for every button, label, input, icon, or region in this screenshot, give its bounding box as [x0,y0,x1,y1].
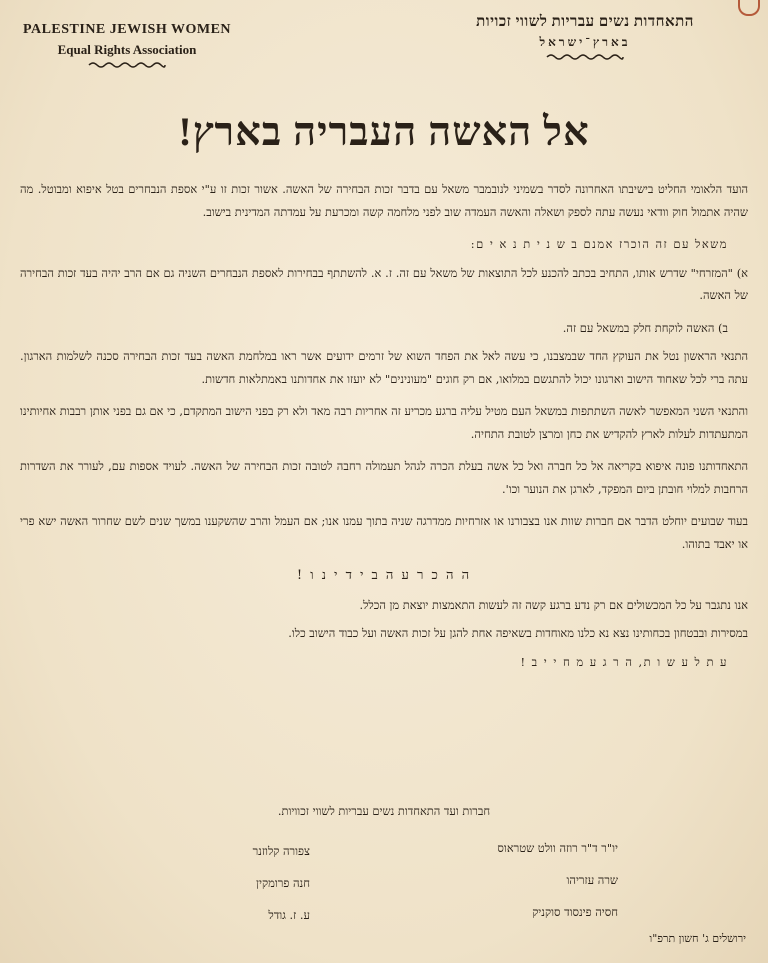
signature-name: יו"ר ד"ר רוזה וולט שטראוס [497,841,618,855]
signatures-heading: חברות ועד התאחדות נשים עבריות לשווי זכוויות. [277,804,491,818]
document-body [20,178,748,683]
signature-name: שרה עזריהו [566,873,618,887]
slogan: ה ה כ ר ע ה ב י ד י נ ו ! [296,568,472,583]
header-english [22,22,232,69]
org-name-line2: Equal Rights Association [57,42,197,57]
closing-call: ע ת ל ע ש ו ת, ה ר ג ע מ ח י י ב ! [520,654,728,669]
paragraph: אנו נתגבר על כל המכשולים אם רק נדע ברגע קשה זה לעשות התאמצות יוצאת מן הכלל. [359,597,748,612]
org-name-line1: PALESTINE JEWISH WOMEN [22,22,232,37]
paragraph: התאחדותנו פונה איפוא בקריאה אל כל חברה ואל כל אשה בעלת הכרה לגהל תעמולה רחבה לטובה זכות הבחירה של האשה. לעויד אספות עם, לעורר את השדרות הרחבות למלוי חובתן ביום המפקד, לארגן את הנוער וכו'. [20,459,748,496]
paragraph: במסירות ובבטחון בכחותינו נצא נא כלנו מאוחדות בשאיפה אחת להגן על זכות האשה ועל כבוד הישוב כלו. [288,626,748,640]
document-title: אל האשה העבריה בארץ! [178,109,590,154]
flourish-icon [87,61,167,69]
paragraph: והתנאי השני המאפשר לאשה השתתפות במשאל העם מטיל עליה ברגע מכריע זה אחריות רבה מאד ולא רק בפני הישוב המתקדם, כי אם גם בפני אותן רבבות אחיותינו המתעתדות לעלות לארץ להקדיש את כחן ומרצן לטובת התחיה. [20,404,748,441]
signature-name: חסיה פינסוד סוקניק [532,905,618,919]
paragraph: א) "המזרחי" שדרש אותו, התחיב בכתב להכנע לכל התוצאות של משאל עם זה. ז. א. להשתתף בבחירות לאספת הנבחרים השניה גם אם הרב יהיה בעד זכות הבחירה של האשה. [20,265,748,302]
place-date: ירושלים ג' חשון תרפ"ו [649,932,746,945]
signature-name: ע. ז. גודל [268,908,310,922]
flourish-icon [545,53,625,61]
paragraph: משאל עם זה הוכרז אמנם ב ש נ י ת נ א י ם: [470,237,728,251]
org-location-hebrew: בארץ־ישראל [539,35,631,49]
header-hebrew [420,14,750,61]
paragraph: ב) האשה לוקחת חלק במשאל עם זה. [562,320,728,335]
signatures-right-column [497,832,618,928]
signatures-left-column [190,835,310,931]
org-name-hebrew: התאחדות נשים עבריות לשווי זכויות [476,14,694,30]
paragraph: בעוד שבועים יוחלט הדבר אם חברות שוות אנו בצבורנו או אזרחיות ממדרגה שניה בתוך עמנו אנו; אם העמל והרב שהשקענו במשך שנים לשם שחרור האשה ישא פרי או יאבד בתוהו. [20,514,748,551]
paragraph: התנאי הראשון נטל את העוקץ החד שבמצבנו, כי עשה לאל את הפחד השוא של זרמים ידועים אשר ראו במלחמת האשה בעד זכות הבחירה סכנה לשלמות הארגון. עתה ברי לכל שאחוד הישוב וארגונו יכול להתגשם במלואו, אם רק חוגים "מעונינים" לא יועזו את אחדותנו באמתלאות חדשות. [20,349,748,386]
signature-name: צפורה קלוזנר [252,844,310,858]
signature-name: חנה פרומקין [256,876,310,890]
paragraph: הועד הלאומי החליט בישיבתו האחרונה לסדר בשמיני לנובמבר משאל עם בדבר זכות הבחירה של האשה. אשור זכות זו ע"י אספת הנבחרים בטל איפוא ומבוטל. מה שהיה אתמול חוק וודאי נעשה עתה לספק ושאלה והאשה העמדה שוב לפני מלחמה קשה ומכרעת על עמדתה המדינית בישוב. [20,182,748,219]
